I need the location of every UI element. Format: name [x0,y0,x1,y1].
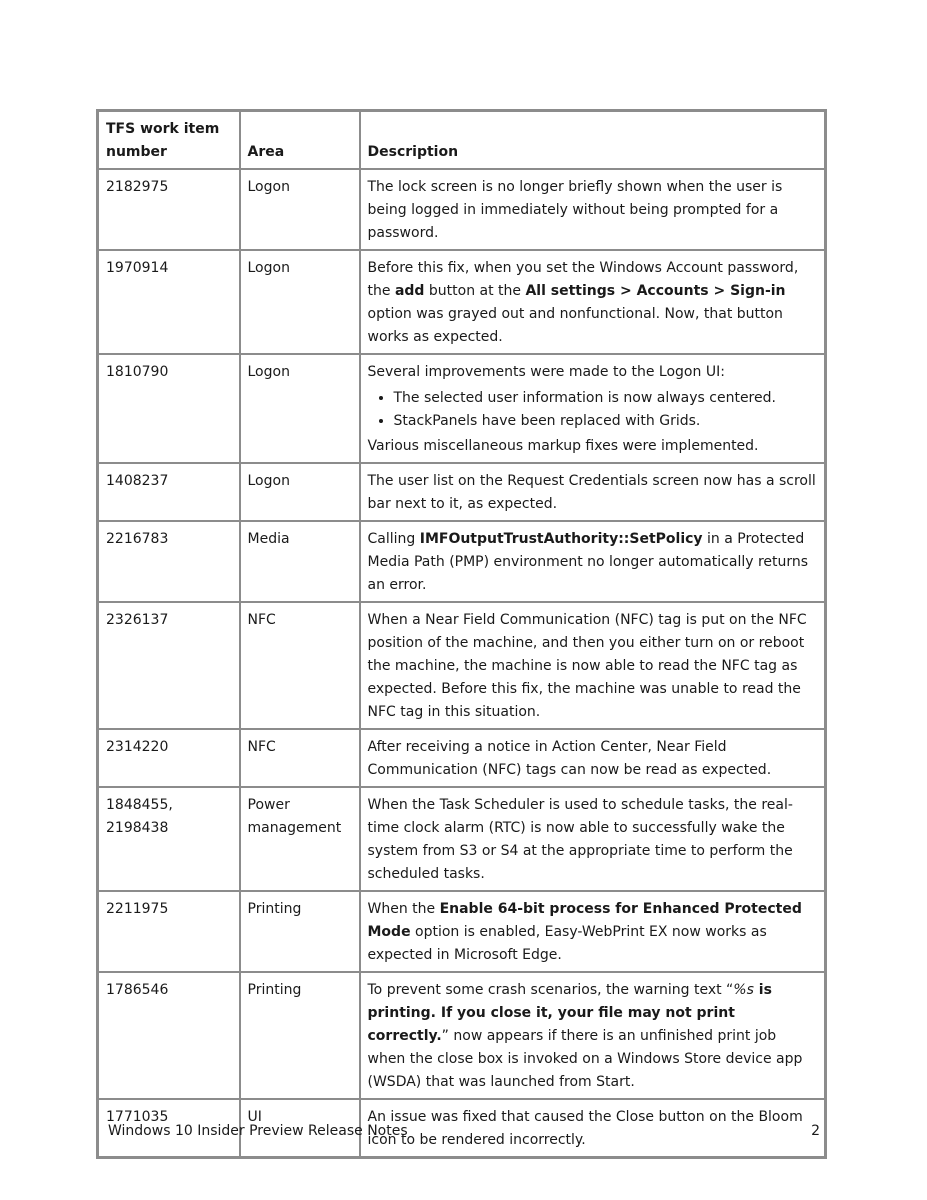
description-cell [360,463,826,521]
page-number: 2 [811,1123,820,1139]
header-description: Description [360,111,826,170]
work-item-number: 2216783 [98,521,240,602]
area-cell: Logon [240,169,360,250]
area-cell: Logon [240,463,360,521]
description-text: Calling [367,531,420,547]
work-item-number: 1970914 [98,250,240,354]
work-item-number: 2182975 [98,169,240,250]
description-cell [360,602,826,729]
work-item-number: 2326137 [98,602,240,729]
area-cell: Logon [240,250,360,354]
description-bullet-list [368,387,818,433]
description-text: After receiving a notice in Action Center, Near Field Communication (NFC) tags can now be read as expected. [367,739,772,778]
table-body [98,169,826,1158]
table-row [98,169,826,250]
description-text: button at the [424,283,526,299]
description-text: An issue was fixed that caused the Close button on the Bloom icon to be rendered incorrectly. [367,1109,803,1148]
description-text: All settings > Accounts > Sign-in [525,283,786,299]
description-cell [360,354,826,463]
footer-title: Windows 10 Insider Preview Release Notes [108,1123,408,1139]
table-row [98,729,826,787]
description-text: The lock screen is no longer briefly shown when the user is being logged in immediately without being prompted for a password. [367,179,783,241]
area-cell: Printing [240,972,360,1099]
work-item-number: 2211975 [98,891,240,972]
description-cell [360,891,826,972]
description-text: is printing. If you close it, your file may not print correctly. [367,982,772,1044]
description-text: option is enabled, Easy-WebPrint EX now works as expected in Microsoft Edge. [367,924,767,963]
description-text: Enable 64-bit process for Enhanced Protected Mode [367,901,802,940]
description-text: The user list on the Request Credentials screen now has a scroll bar next to it, as expected. [367,473,816,512]
description-text: When a Near Field Communication (NFC) tag is put on the NFC position of the machine, and then you either turn on or reboot the machine, the machine is now able to read the NFC tag as expected. Before this fix, the machine was unable to read the NFC tag in this situation. [367,612,807,720]
table-header-row [98,111,826,170]
header-area: Area [240,111,360,170]
bullet-item: • StackPanels have been replaced with Grids. [394,410,818,433]
description-cell [360,169,826,250]
description-text: To prevent some crash scenarios, the warning text “ [367,982,734,998]
description-text: ” now appears if there is an unfinished print job when the close box is invoked on a Windows Store device app (WSDA) that was launched from Start. [367,1028,803,1090]
description-text: in a Protected Media Path (PMP) environment no longer automatically returns an error. [367,531,809,593]
description-text: add [394,283,425,299]
description-text: option was grayed out and nonfunctional. Now, that button works as expected. [367,306,783,345]
description-cell [360,521,826,602]
table-row [98,602,826,729]
description-outro: Various miscellaneous markup fixes were implemented. [367,438,759,454]
work-item-number: 1786546 [98,972,240,1099]
work-item-number: 1810790 [98,354,240,463]
description-text: When the [367,901,440,917]
table-row [98,521,826,602]
description-text: Before this fix, when you set the Windows Account password, the [367,260,799,299]
area-cell: Power management [240,787,360,891]
table-row [98,891,826,972]
area-cell: Printing [240,891,360,972]
description-cell [360,250,826,354]
table-row [98,972,826,1099]
work-item-number: 2314220 [98,729,240,787]
table-row [98,354,826,463]
area-cell: Logon [240,354,360,463]
description-cell [360,787,826,891]
area-cell: NFC [240,729,360,787]
header-work-item: TFS work item number [98,111,240,170]
area-cell: NFC [240,602,360,729]
description-text: %s [733,982,754,998]
table-row [98,463,826,521]
description-cell [360,972,826,1099]
work-item-number: 1771035 [98,1099,240,1158]
description-intro: Several improvements were made to the Logon UI: [367,364,725,380]
description-text: When the Task Scheduler is used to schedule tasks, the real-time clock alarm (RTC) is now able to successfully wake the system from S3 or S4 at the appropriate time to perform the scheduled tasks. [367,797,793,882]
area-cell: Media [240,521,360,602]
area-cell: UI [240,1099,360,1158]
description-cell [360,1099,826,1158]
release-notes-table [96,109,827,1159]
work-item-number: 1848455, 2198438 [98,787,240,891]
description-cell [360,729,826,787]
work-item-number: 1408237 [98,463,240,521]
table-row [98,787,826,891]
bullet-item: • The selected user information is now always centered. [394,387,818,410]
table-row [98,250,826,354]
description-text: IMFOutputTrustAuthority::SetPolicy [419,531,703,547]
